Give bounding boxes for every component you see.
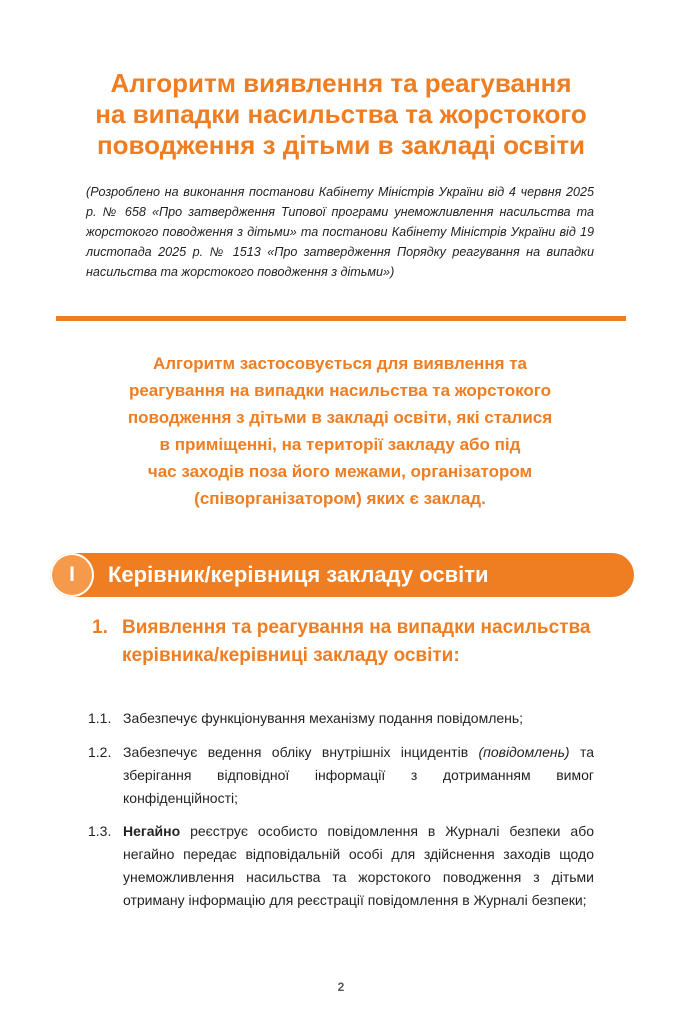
list-item-number: 1.2. xyxy=(88,744,112,760)
divider xyxy=(56,316,626,321)
subsection-heading xyxy=(92,614,612,670)
list-item-number: 1.1. xyxy=(88,710,112,726)
subsection-title: Виявлення та реагування на випадки насильства керівника/керівниці закладу освіти: xyxy=(122,617,591,666)
list-item-text xyxy=(123,741,594,810)
title-line: поводження з дітьми в закладі освіти xyxy=(96,130,586,160)
list-item xyxy=(88,820,594,912)
title-line: на випадки насильства та жорстокого xyxy=(95,99,587,129)
title-line: Алгоритм виявлення та реагування xyxy=(110,68,572,98)
document-subtitle: (Розроблено на виконання постанови Кабінету Міністрів України від 4 червня 2025 р. № 658 «Про затвердження Типової програми унеможливлення насильства та жорстокого поводження з дітьми» та постанови Кабінету Міністрів України від 19 листопада 2025 р. № 1513 «Про затвердження Порядку реагування на випадки насильства та жорстокого поводження з дітьми») xyxy=(86,185,594,279)
list-item-text: Забезпечує функціонування механізму подання повідомлень; xyxy=(123,710,524,726)
list-item-number: 1.3. xyxy=(88,823,112,839)
intro-line: Алгоритм застосовується для виявлення та xyxy=(152,354,528,373)
list-item-text-part: реєструє особисто повідомлення в Журналі безпеки або негайно передає відповідальній особі для здійснення заходів щодо унеможливлення насильства та жорстокого поводження з дітьми отриману інформацію для реєстрації повідомлення в Журналі безпеки; xyxy=(123,823,594,908)
list-item-text-bold: Негайно xyxy=(123,823,181,839)
document-title xyxy=(40,68,642,161)
intro-line: реагування на випадки насильства та жорстокого xyxy=(128,381,552,400)
intro-line: (співорганізатором) яких є заклад. xyxy=(194,489,486,508)
intro-line: поводження з дітьми в закладі освіти, які сталися xyxy=(127,408,553,427)
intro-line: час заходів поза його межами, організатором xyxy=(147,462,533,481)
section-title: Керівник/керівниця закладу освіти xyxy=(108,562,489,587)
list-item xyxy=(88,707,594,730)
page-number: 2 xyxy=(337,980,345,994)
list-item-text xyxy=(123,820,594,912)
list-item-text-part: Забезпечує ведення обліку внутрішніх інцидентів xyxy=(123,744,479,760)
section-number-badge: I xyxy=(50,553,94,597)
list-item xyxy=(88,741,594,810)
subsection-number: 1. xyxy=(92,617,108,638)
list-item-text-italic: (повідомлень) xyxy=(478,744,570,760)
list-item-text-part: та зберігання відповідної інформації з дотриманням вимог конфіденційності; xyxy=(123,744,594,806)
intro-paragraph xyxy=(80,350,600,512)
intro-line: в приміщенні, на території закладу або під xyxy=(159,435,521,454)
